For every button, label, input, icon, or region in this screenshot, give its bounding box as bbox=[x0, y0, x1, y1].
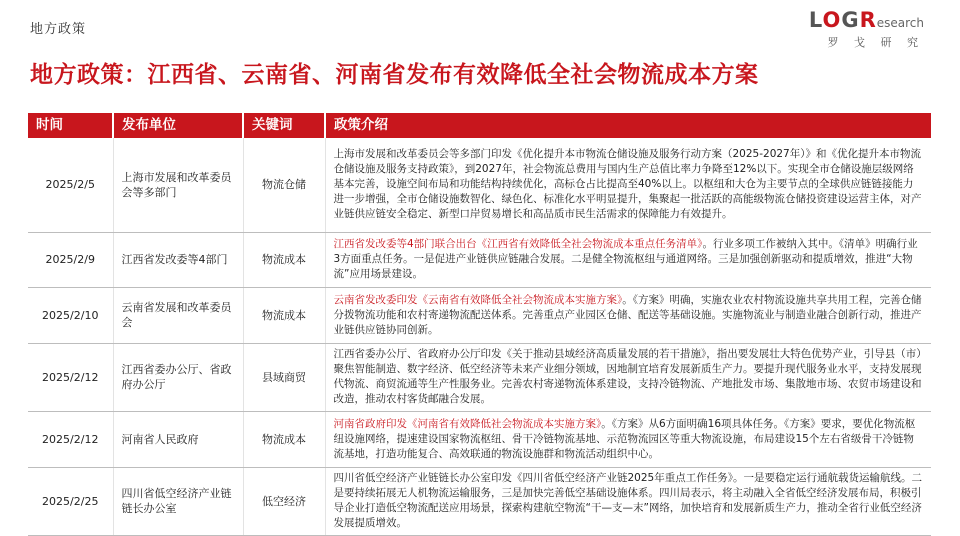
row-unit: 江西省委办公厅、省政府办公厅 bbox=[113, 343, 243, 411]
row-unit: 河南省人民政府 bbox=[113, 411, 243, 467]
row-description-text: 。行业多项工作被纳入其中。《清单》明确行业3方面重点任务。一是促进产业链供应链融合发展。二是健全物流枢纽与通道网络。三是加强创新驱动和提质增效，推进“大物流”应用场景建设。 bbox=[333, 238, 918, 280]
column-header-keyword: 关键词 bbox=[243, 113, 325, 138]
row-keyword: 物流成本 bbox=[243, 232, 325, 287]
table-row bbox=[28, 411, 931, 467]
row-description-text: 江西省委办公厅、省政府办公厅印发《关于推动县域经济高质量发展的若干措施》，指出要发展壮大特色优势产业，引导县（市）聚焦智能制造、数字经济、低空经济等未来产业细分领域，因地制宜培育发展新质生产力。要提升现代服务业水平，支持发展现代物流、商贸流通等生产性服务业。完善农村寄递物流体系建设，支持冷链物流、产地批发市场、集散地市场、农贸市场建设和改造，推动农村客货邮融合发展。 bbox=[333, 348, 922, 405]
table-row bbox=[28, 138, 931, 232]
logo-subtitle: 罗 戈 研 究 bbox=[827, 36, 924, 49]
column-header-date: 时间 bbox=[28, 113, 113, 138]
row-keyword: 低空经济 bbox=[243, 467, 325, 535]
row-date: 2025/2/12 bbox=[28, 343, 113, 411]
row-date: 2025/2/25 bbox=[28, 467, 113, 535]
row-description-text: 四川省低空经济产业链链长办公室印发《四川省低空经济产业链2025年重点工作任务》。一是要稳定运行通航载货运输航线。二是要持续拓展无人机物流运输服务，三是加快完善低空基础设施体系。四川局表示，将主动融入全省低空经济发展布局，积极引导企业打造低空物流配送应用场景，探索构建航空物流“干—支—末”网络，加快培育和发展新质生产力，推动全省行业低空经济发展提质增效。 bbox=[333, 472, 922, 529]
row-description bbox=[325, 467, 931, 535]
row-description-text: 。《方案》明确，实施农业农村物流设施共享共用工程，完善仓储分拨物流功能和农村寄递物流配送体系。完善重点产业园区仓储、配送等基础设施。实施物流业与制造业融合创新行动，推进产业链供应链协同创新。 bbox=[333, 293, 922, 336]
row-description bbox=[325, 138, 931, 232]
row-description-text: 上海市发展和改革委员会等多部门印发《优化提升本市物流仓储设施及服务行动方案（2025-2027年）》和《优化提升本市物流仓储设施及服务支持政策》，到2027年，社会物流总费用与国内生产总值比率力争降至12%以下。实现全市仓储设施层级网络基本完善，设施空间布局和功能结构持续优化，高标仓占比提高至40%以上。以枢纽和大仓为主要节点的全球供应链链接能力进一步增强，全市仓储设施数智化、绿色化、标准化水平明显提升，集聚起一批活跃的高能级物流仓储投资建设运营主体，对产业链供应链安全稳定、新型口岸贸易增长和高品质市民生活需求的保障能力有效提升。 bbox=[333, 148, 922, 221]
table-row bbox=[28, 343, 931, 411]
row-keyword: 县域商贸 bbox=[243, 343, 325, 411]
logo bbox=[784, 8, 924, 50]
row-date: 2025/2/5 bbox=[28, 138, 113, 232]
section-label: 地方政策 bbox=[30, 22, 87, 37]
logo-letter-l: L bbox=[808, 8, 823, 32]
logo-mark bbox=[784, 8, 924, 32]
row-unit: 云南省发展和改革委员会 bbox=[113, 287, 243, 343]
table-row bbox=[28, 467, 931, 535]
column-header-unit: 发布单位 bbox=[113, 113, 243, 138]
row-description-highlight: 云南省发改委印发《云南省有效降低全社会物流成本实施方案》 bbox=[333, 293, 623, 306]
row-unit: 四川省低空经济产业链链长办公室 bbox=[113, 467, 243, 535]
row-keyword: 物流成本 bbox=[243, 287, 325, 343]
row-keyword: 物流成本 bbox=[243, 411, 325, 467]
row-keyword: 物流仓储 bbox=[243, 138, 325, 232]
logo-letter-r: R bbox=[859, 8, 877, 32]
row-unit: 江西省发改委等4部门 bbox=[113, 232, 243, 287]
row-unit: 上海市发展和改革委员会等多部门 bbox=[113, 138, 243, 232]
logo-research: esearch bbox=[876, 16, 924, 30]
row-description-text: 。《方案》从6方面明确16项具体任务。《方案》要求，要优化物流枢纽设施网络，提速建设国家物流枢纽、骨干冷链物流基地、示范物流园区等重大物流设施，布局建设15个左右省级骨干冷链物流基地，打造功能复合、高效联通的物流设施群和物流活动组织中心。 bbox=[333, 417, 916, 460]
table-header-row bbox=[28, 113, 931, 138]
row-description-highlight: 江西省发改委等4部门联合出台《江西省有效降低全社会物流成本重点任务清单》 bbox=[333, 238, 703, 250]
row-date: 2025/2/12 bbox=[28, 411, 113, 467]
row-description-highlight: 河南省政府印发《河南省有效降低社会物流成本实施方案》 bbox=[333, 417, 602, 430]
logo-letter-o: O bbox=[822, 8, 842, 32]
table-row bbox=[28, 287, 931, 343]
row-description bbox=[325, 343, 931, 411]
row-date: 2025/2/9 bbox=[28, 232, 113, 287]
row-description bbox=[325, 287, 931, 343]
page-title: 地方政策：江西省、云南省、河南省发布有效降低全社会物流成本方案 bbox=[30, 62, 759, 88]
row-date: 2025/2/10 bbox=[28, 287, 113, 343]
policy-table bbox=[28, 113, 931, 536]
row-description bbox=[325, 411, 931, 467]
logo-letter-g: G bbox=[841, 8, 860, 32]
table-row bbox=[28, 232, 931, 287]
column-header-description: 政策介绍 bbox=[325, 113, 931, 138]
row-description bbox=[325, 232, 931, 287]
